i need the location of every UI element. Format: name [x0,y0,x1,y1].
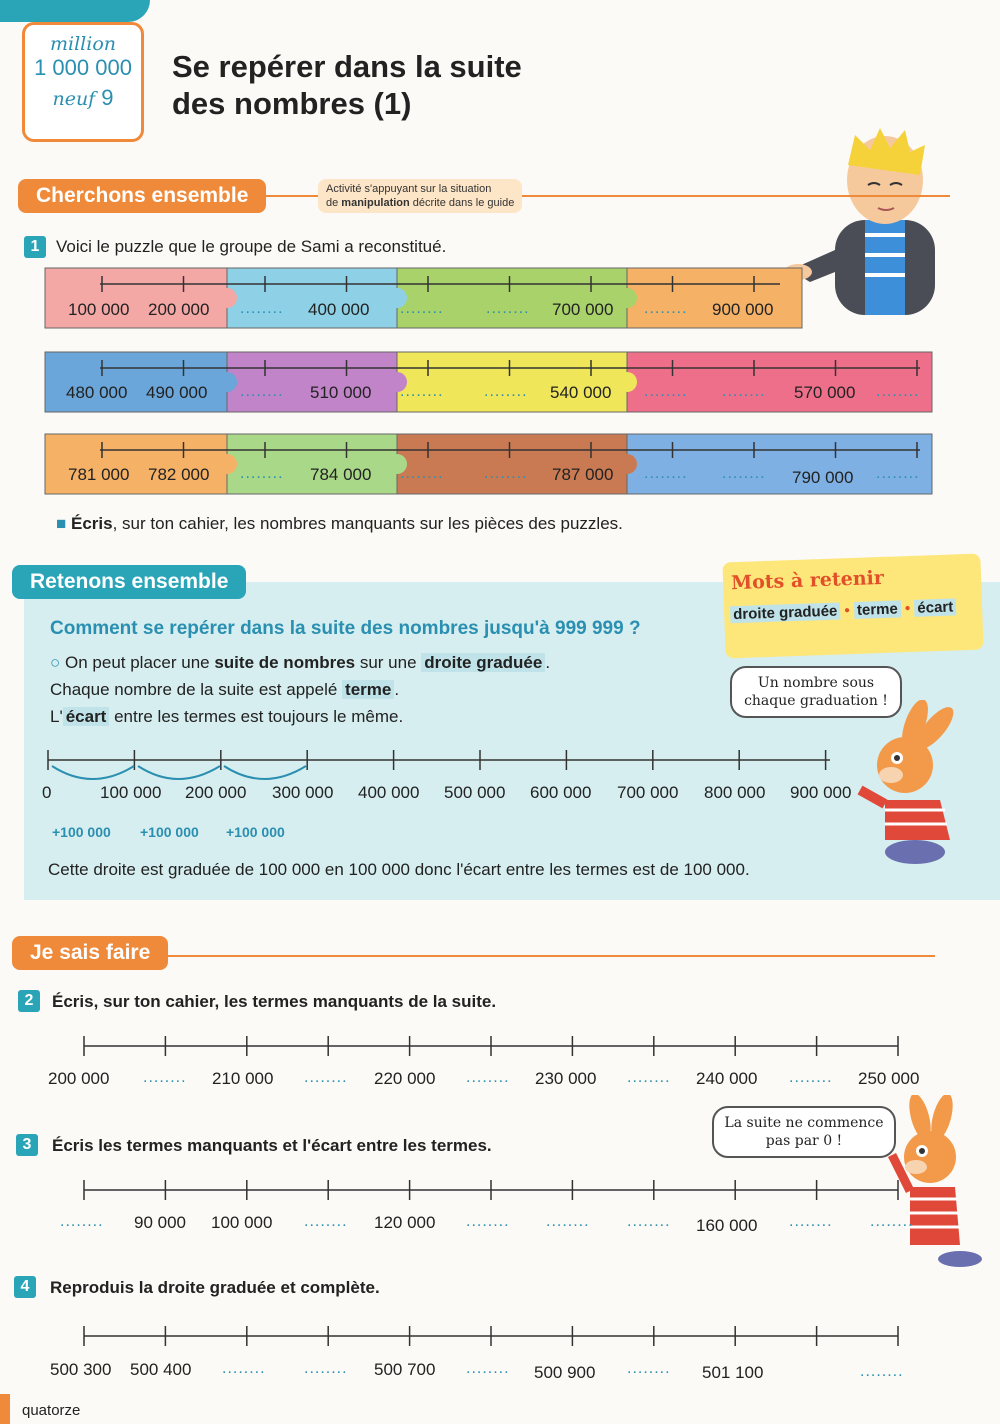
exercise-2-instruction: Écris, sur ton cahier, les termes manquants de la suite. [52,992,497,1011]
puzzle-piece [227,434,397,494]
retenons-line-1: ○ On peut placer une suite de nombres sur une droite graduée . [50,653,551,672]
tick-label: 700 000 [617,783,679,802]
tick-label: 220 000 [374,1069,436,1088]
mots-list: droite graduée • terme • écart [730,598,982,624]
cherchons-tab: Cherchons ensemble [18,179,266,213]
puzzle-label: 400 000 [308,300,370,319]
je-sais-faire-tab: Je sais faire [12,936,168,970]
blank-answer: ........ [644,383,688,400]
tick-label: 501 100 [702,1363,764,1382]
blank-answer: ........ [627,1069,671,1086]
tick-label: 90 000 [134,1213,186,1232]
blank-answer: ........ [484,383,528,400]
tick-label: 100 000 [211,1213,273,1232]
blank-answer: ........ [644,465,688,482]
tick-label: 800 000 [704,783,766,802]
footer-marker [0,1394,10,1424]
exercise-4-instruction: Reproduis la droite graduée et complète. [50,1278,380,1297]
blank-answer: ........ [400,465,444,482]
tick-label: 300 000 [272,783,334,802]
retenons-line-3: L' écart entre les termes est toujours le même. [50,707,404,726]
puzzle-piece [397,352,627,412]
tick-label: 500 700 [374,1360,436,1379]
exercise-2-number-line [70,1032,910,1062]
tick-label: 500 400 [130,1360,192,1379]
exercise-4-number-line [70,1322,910,1352]
tick-label: 240 000 [696,1069,758,1088]
puzzle-label: 570 000 [794,383,856,402]
blank-answer: ........ [466,1360,510,1377]
tick-label: 600 000 [530,783,592,802]
exercise-1-number: 1 [24,236,46,258]
tick-label: 500 300 [50,1360,112,1379]
puzzle-piece [45,434,227,494]
blank-answer: ........ [400,383,444,400]
tick-label: 250 000 [858,1069,920,1088]
tick-label: 120 000 [374,1213,436,1232]
tick-label: 200 000 [185,783,247,802]
page-number-word: quatorze [22,1402,81,1419]
tick-label: 500 900 [534,1363,596,1382]
exercise-2-number: 2 [18,990,40,1012]
tick-label: 210 000 [212,1069,274,1088]
puzzle-piece [45,352,227,412]
puzzle-row-2 [45,352,932,412]
exercise-3-number: 3 [16,1134,38,1156]
blank-answer: ........ [466,1213,510,1230]
puzzle-label: 784 000 [310,465,372,484]
puzzle-label: 787 000 [552,465,614,484]
blank-answer: ........ [486,300,530,317]
puzzle-label: 781 000 [68,465,130,484]
blank-answer: ........ [546,1213,590,1230]
blank-answer: ........ [304,1069,348,1086]
step-label: +100 000 [52,824,111,840]
puzzle-label: 540 000 [550,383,612,402]
puzzle-label: 490 000 [146,383,208,402]
retenons-question: Comment se repérer dans la suite des nombres jusqu'à 999 999 ? [50,618,641,639]
tick-label: 160 000 [696,1216,758,1235]
retenons-tab: Retenons ensemble [12,565,246,599]
puzzle-instruction: ■ Écris, sur ton cahier, les nombres manquants sur les pièces des puzzles. [56,514,623,533]
corner-decoration [0,0,150,22]
puzzle-label: 510 000 [310,383,372,402]
blank-answer: ........ [627,1213,671,1230]
mots-title: Mots à retenir [730,566,885,595]
number-million: 1 000 000 [34,55,132,80]
puzzle-label: 100 000 [68,300,130,319]
exercise-3-number-line [70,1176,910,1206]
puzzle-label: 790 000 [792,468,854,487]
word-million: million [50,33,116,55]
blank-answer: ........ [304,1360,348,1377]
blank-answer: ........ [466,1069,510,1086]
blank-answer: ........ [222,1360,266,1377]
blank-answer: ........ [876,465,920,482]
exercise-4-number: 4 [14,1276,36,1298]
puzzle-label: 200 000 [148,300,210,319]
tick-label: 500 000 [444,783,506,802]
tick-label: 400 000 [358,783,420,802]
blank-answer: ........ [789,1069,833,1086]
word-neuf: neuf 9 [52,85,114,110]
blank-answer: ........ [722,465,766,482]
tick-label: 900 000 [790,783,852,802]
blank-answer: ........ [240,465,284,482]
blank-answer: ........ [627,1360,671,1377]
guide-note: Activité s'appuyant sur la situation de manipulation décrite dans le guide [318,179,522,213]
page-title: Se repérer dans la suite des nombres (1) [172,49,522,121]
mots-a-retenir-box [722,554,983,659]
blank-answer: ........ [870,1213,914,1230]
blank-answer: ........ [60,1213,104,1230]
puzzle-label: 700 000 [552,300,614,319]
puzzle-piece [397,434,627,494]
exercise-3-instruction: Écris les termes manquants et l'écart entre les termes. [52,1136,492,1155]
blank-answer: ........ [722,383,766,400]
step-label: +100 000 [140,824,199,840]
tick-label: 100 000 [100,783,162,802]
rabbit-speech-bubble-1: Un nombre sous chaque graduation ! [730,666,902,718]
blank-answer: ........ [240,300,284,317]
rabbit-speech-bubble-2: La suite ne commence pas par 0 ! [712,1106,896,1158]
retenons-line-2: Chaque nombre de la suite est appelé terme . [50,680,400,699]
puzzle-label: 900 000 [712,300,774,319]
tick-label: 230 000 [535,1069,597,1088]
blank-answer: ........ [789,1213,833,1230]
blank-answer: ........ [240,383,284,400]
exercise-1-instruction: Voici le puzzle que le groupe de Sami a reconstitué. [56,237,447,256]
puzzle-label: 480 000 [66,383,128,402]
blank-answer: ........ [644,300,688,317]
blank-answer: ........ [143,1069,187,1086]
blank-answer: ........ [484,465,528,482]
blank-answer: ........ [304,1213,348,1230]
blank-answer: ........ [860,1363,904,1380]
tick-label: 200 000 [48,1069,110,1088]
number-word-box [22,22,144,142]
blank-answer: ........ [400,300,444,317]
retenons-conclusion: Cette droite est graduée de 100 000 en 100 000 donc l'écart entre les termes est de 100 000. [48,860,750,879]
blank-answer: ........ [876,383,920,400]
puzzle-label: 782 000 [148,465,210,484]
step-label: +100 000 [226,824,285,840]
rabbit-illustration [855,700,975,870]
tick-label: 0 [42,783,52,802]
puzzle-piece [227,352,397,412]
